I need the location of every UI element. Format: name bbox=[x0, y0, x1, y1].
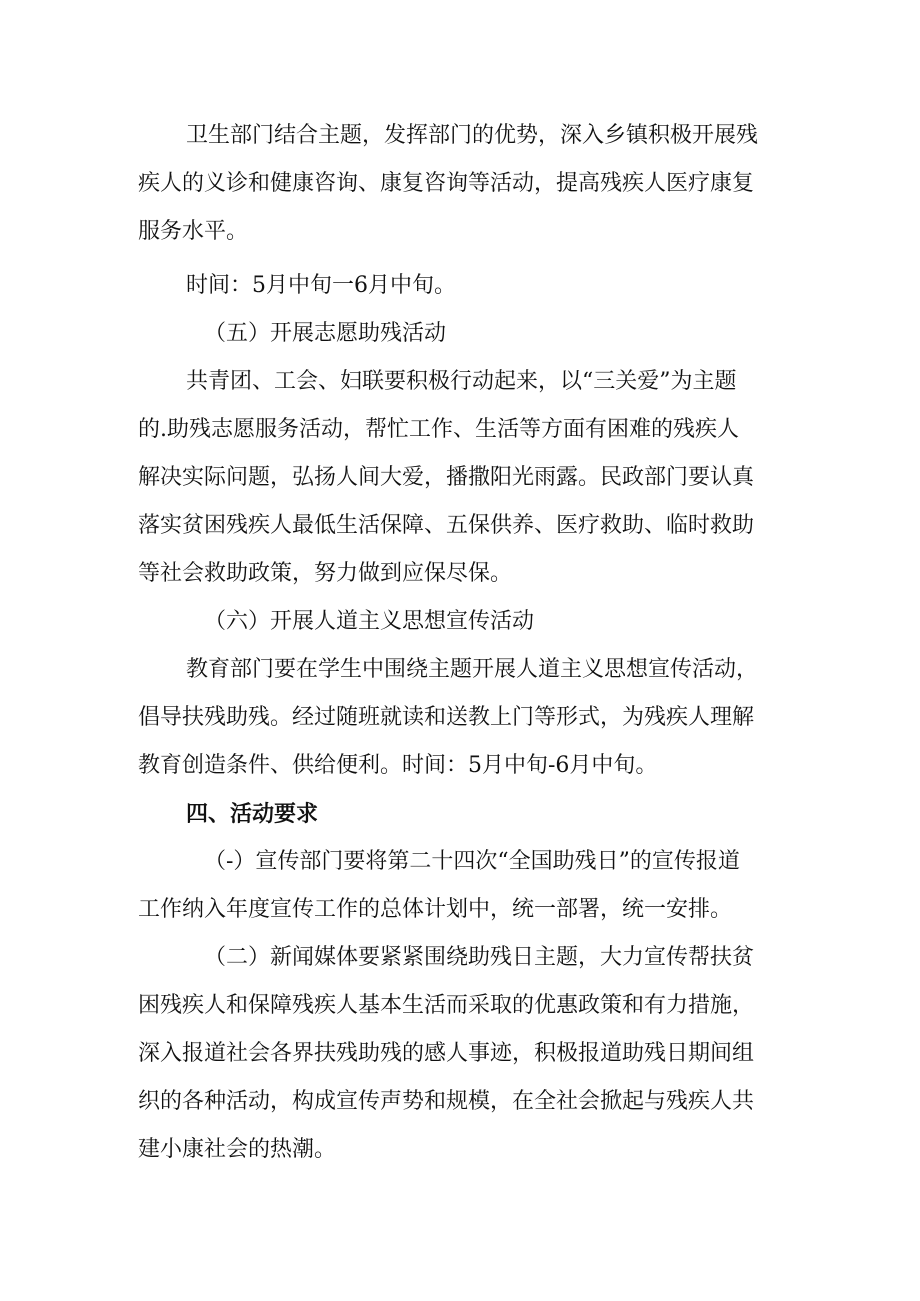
paragraph-education-line-1: 教育部门要在学生中围绕主题开展人道主义思想宣传活动， bbox=[186, 657, 759, 682]
paragraph-education-line-3: 教育创造条件、供给便利。时间：5月中旬-6月中旬。 bbox=[138, 753, 658, 778]
paragraph-media-line-3: 深入报道社会各界扶残助残的感人事迹，积极报道助残日期间组 bbox=[138, 1041, 755, 1066]
paragraph-health-line-3: 服务水平。 bbox=[138, 219, 249, 244]
paragraph-health-line-2: 疾人的义诊和健康咨询、康复咨询等活动，提高残疾人医疗康复 bbox=[138, 171, 755, 196]
paragraph-volunteer-line-2: 的.助残志愿服务活动，帮忙工作、生活等方面有困难的残疾人 bbox=[138, 417, 739, 442]
section-heading-six: （六）开展人道主义思想宣传活动 bbox=[204, 609, 535, 634]
section-heading-requirements: 四、活动要求 bbox=[186, 801, 319, 827]
paragraph-media-line-1: （二）新闻媒体要紧紧围绕助残日主题，大力宣传帮扶贫 bbox=[204, 945, 755, 970]
paragraph-education-line-2: 倡导扶残助残。经过随班就读和送教上门等形式，为残疾人理解 bbox=[138, 705, 755, 730]
paragraph-propaganda-line-1: （-）宣传部门要将第二十四次“全国助残日”的宣传报道 bbox=[204, 849, 740, 874]
paragraph-volunteer-line-3: 解决实际问题，弘扬人间大爱，播撒阳光雨露。民政部门要认真 bbox=[138, 465, 755, 490]
paragraph-volunteer-line-5: 等社会救助政策，努力做到应保尽保。 bbox=[138, 561, 513, 586]
document-body bbox=[138, 112, 798, 1174]
paragraph-propaganda-line-2: 工作纳入年度宣传工作的总体计划中，统一部署，统一安排。 bbox=[138, 897, 733, 922]
paragraph-volunteer-line-4: 落实贫困残疾人最低生活保障、五保供养、医疗救助、临时救助 bbox=[138, 513, 755, 538]
paragraph-media-line-2: 困残疾人和保障残疾人基本生活而采取的优惠政策和有力措施， bbox=[138, 993, 755, 1018]
paragraph-media-line-4: 织的各种活动，构成宣传声势和规模，在全社会掀起与残疾人共 bbox=[138, 1089, 755, 1114]
section-heading-five: （五）开展志愿助残活动 bbox=[204, 321, 447, 346]
paragraph-health-line-1: 卫生部门结合主题，发挥部门的优势，深入乡镇积极开展残 bbox=[186, 123, 759, 148]
paragraph-media-line-5: 建小康社会的热潮。 bbox=[138, 1137, 337, 1162]
time-line-1: 时间：5月中旬一6月中旬。 bbox=[186, 273, 456, 298]
paragraph-volunteer-line-1: 共青团、工会、妇联要积极行动起来，以“三关爱”为主题 bbox=[186, 369, 737, 394]
